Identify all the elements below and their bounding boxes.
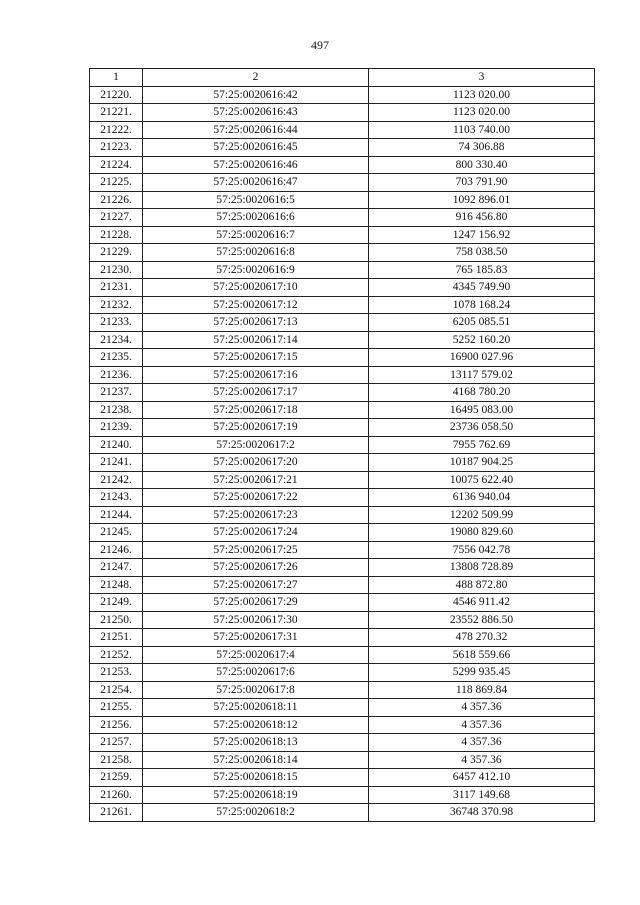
cadastral-number-cell: 57:25:0020617:31	[143, 629, 369, 647]
value-cell: 765 185.83	[369, 261, 595, 279]
row-number-cell: 21255.	[90, 699, 143, 717]
cadastral-number-cell: 57:25:0020618:13	[143, 734, 369, 752]
value-cell: 13117 579.02	[369, 366, 595, 384]
row-number-cell: 21225.	[90, 174, 143, 192]
row-number-cell: 21231.	[90, 279, 143, 297]
row-number-cell: 21250.	[90, 611, 143, 629]
table-row	[90, 384, 595, 402]
cadastral-number-cell: 57:25:0020617:27	[143, 576, 369, 594]
cadastral-number-cell: 57:25:0020616:6	[143, 209, 369, 227]
row-number-cell: 21247.	[90, 559, 143, 577]
cadastral-number-cell: 57:25:0020617:17	[143, 384, 369, 402]
row-number-cell: 21244.	[90, 506, 143, 524]
value-cell: 19080 829.60	[369, 524, 595, 542]
table-row	[90, 104, 595, 122]
row-number-cell: 21232.	[90, 296, 143, 314]
row-number-cell: 21256.	[90, 716, 143, 734]
value-cell: 1247 156.92	[369, 226, 595, 244]
table-row	[90, 489, 595, 507]
value-cell: 703 791.90	[369, 174, 595, 192]
row-number-cell: 21222.	[90, 121, 143, 139]
table-row	[90, 401, 595, 419]
row-number-cell: 21258.	[90, 751, 143, 769]
cadastral-number-cell: 57:25:0020617:25	[143, 541, 369, 559]
cadastral-number-cell: 57:25:0020616:8	[143, 244, 369, 262]
value-cell: 3117 149.68	[369, 786, 595, 804]
cadastral-number-cell: 57:25:0020617:24	[143, 524, 369, 542]
table-row	[90, 664, 595, 682]
value-cell: 800 330.40	[369, 156, 595, 174]
value-cell: 6136 940.04	[369, 489, 595, 507]
table-row	[90, 646, 595, 664]
table-row	[90, 296, 595, 314]
table-row	[90, 524, 595, 542]
value-cell: 4546 911.42	[369, 594, 595, 612]
value-cell: 23552 886.50	[369, 611, 595, 629]
table-row	[90, 244, 595, 262]
value-cell: 5252 160.20	[369, 331, 595, 349]
table-row	[90, 629, 595, 647]
table-row	[90, 751, 595, 769]
row-number-cell: 21229.	[90, 244, 143, 262]
row-number-cell: 21252.	[90, 646, 143, 664]
cadastral-number-cell: 57:25:0020618:19	[143, 786, 369, 804]
row-number-cell: 21220.	[90, 86, 143, 104]
cadastral-number-cell: 57:25:0020618:2	[143, 804, 369, 822]
header-row	[90, 69, 595, 87]
cadastral-number-cell: 57:25:0020616:43	[143, 104, 369, 122]
row-number-cell: 21245.	[90, 524, 143, 542]
cadastral-number-cell: 57:25:0020616:46	[143, 156, 369, 174]
row-number-cell: 21228.	[90, 226, 143, 244]
table-row	[90, 279, 595, 297]
row-number-cell: 21223.	[90, 139, 143, 157]
value-cell: 1103 740.00	[369, 121, 595, 139]
table-row	[90, 786, 595, 804]
table-row	[90, 174, 595, 192]
row-number-cell: 21237.	[90, 384, 143, 402]
table-header	[90, 69, 595, 87]
value-cell: 1123 020.00	[369, 104, 595, 122]
table-row	[90, 156, 595, 174]
cadastral-number-cell: 57:25:0020616:5	[143, 191, 369, 209]
value-cell: 6457 412.10	[369, 769, 595, 787]
row-number-cell: 21257.	[90, 734, 143, 752]
value-cell: 4345 749.90	[369, 279, 595, 297]
value-cell: 1092 896.01	[369, 191, 595, 209]
table-row	[90, 734, 595, 752]
table-row	[90, 209, 595, 227]
value-cell: 10187 904.25	[369, 454, 595, 472]
value-cell: 12202 509.99	[369, 506, 595, 524]
table-row	[90, 769, 595, 787]
row-number-cell: 21234.	[90, 331, 143, 349]
cadastral-number-cell: 57:25:0020617:4	[143, 646, 369, 664]
cadastral-number-cell: 57:25:0020616:7	[143, 226, 369, 244]
cadastral-number-cell: 57:25:0020617:30	[143, 611, 369, 629]
value-cell: 118 869.84	[369, 681, 595, 699]
value-cell: 16495 083.00	[369, 401, 595, 419]
cadastral-number-cell: 57:25:0020617:10	[143, 279, 369, 297]
row-number-cell: 21236.	[90, 366, 143, 384]
table-row	[90, 191, 595, 209]
value-cell: 36748 370.98	[369, 804, 595, 822]
cadastral-number-cell: 57:25:0020617:13	[143, 314, 369, 332]
table-row	[90, 804, 595, 822]
row-number-cell: 21240.	[90, 436, 143, 454]
row-number-cell: 21254.	[90, 681, 143, 699]
row-number-cell: 21243.	[90, 489, 143, 507]
row-number-cell: 21260.	[90, 786, 143, 804]
table-body	[90, 86, 595, 821]
row-number-cell: 21261.	[90, 804, 143, 822]
column-header: 2	[143, 69, 369, 87]
row-number-cell: 21224.	[90, 156, 143, 174]
cadastral-number-cell: 57:25:0020616:9	[143, 261, 369, 279]
value-cell: 4168 780.20	[369, 384, 595, 402]
value-cell: 478 270.32	[369, 629, 595, 647]
row-number-cell: 21221.	[90, 104, 143, 122]
row-number-cell: 21249.	[90, 594, 143, 612]
row-number-cell: 21239.	[90, 419, 143, 437]
row-number-cell: 21241.	[90, 454, 143, 472]
value-cell: 758 038.50	[369, 244, 595, 262]
value-cell: 5618 559.66	[369, 646, 595, 664]
table-row	[90, 314, 595, 332]
table-row	[90, 121, 595, 139]
table-row	[90, 366, 595, 384]
cadastral-number-cell: 57:25:0020618:11	[143, 699, 369, 717]
table-row	[90, 576, 595, 594]
cadastral-number-cell: 57:25:0020617:19	[143, 419, 369, 437]
value-cell: 16900 027.96	[369, 349, 595, 367]
cadastral-number-cell: 57:25:0020616:45	[143, 139, 369, 157]
table-row	[90, 139, 595, 157]
cadastral-number-cell: 57:25:0020617:12	[143, 296, 369, 314]
row-number-cell: 21230.	[90, 261, 143, 279]
row-number-cell: 21235.	[90, 349, 143, 367]
table-row	[90, 471, 595, 489]
cadastral-number-cell: 57:25:0020618:15	[143, 769, 369, 787]
value-cell: 4 357.36	[369, 716, 595, 734]
data-table	[89, 68, 595, 822]
cadastral-number-cell: 57:25:0020617:22	[143, 489, 369, 507]
table-row	[90, 716, 595, 734]
table-row	[90, 436, 595, 454]
table-row	[90, 261, 595, 279]
cadastral-number-cell: 57:25:0020618:12	[143, 716, 369, 734]
value-cell: 7556 042.78	[369, 541, 595, 559]
value-cell: 74 306.88	[369, 139, 595, 157]
value-cell: 23736 058.50	[369, 419, 595, 437]
table-row	[90, 594, 595, 612]
table-row	[90, 419, 595, 437]
row-number-cell: 21246.	[90, 541, 143, 559]
row-number-cell: 21233.	[90, 314, 143, 332]
cadastral-number-cell: 57:25:0020617:18	[143, 401, 369, 419]
cadastral-number-cell: 57:25:0020617:23	[143, 506, 369, 524]
table-row	[90, 506, 595, 524]
cadastral-number-cell: 57:25:0020616:44	[143, 121, 369, 139]
row-number-cell: 21248.	[90, 576, 143, 594]
row-number-cell: 21238.	[90, 401, 143, 419]
value-cell: 13808 728.89	[369, 559, 595, 577]
row-number-cell: 21251.	[90, 629, 143, 647]
cadastral-number-cell: 57:25:0020617:15	[143, 349, 369, 367]
table-row	[90, 349, 595, 367]
cadastral-number-cell: 57:25:0020617:16	[143, 366, 369, 384]
cadastral-number-cell: 57:25:0020616:47	[143, 174, 369, 192]
value-cell: 10075 622.40	[369, 471, 595, 489]
table-row	[90, 681, 595, 699]
table-row	[90, 331, 595, 349]
cadastral-number-cell: 57:25:0020617:21	[143, 471, 369, 489]
cadastral-number-cell: 57:25:0020616:42	[143, 86, 369, 104]
value-cell: 7955 762.69	[369, 436, 595, 454]
cadastral-number-cell: 57:25:0020617:14	[143, 331, 369, 349]
value-cell: 5299 935.45	[369, 664, 595, 682]
column-header: 1	[90, 69, 143, 87]
cadastral-number-cell: 57:25:0020617:20	[143, 454, 369, 472]
page-number: 497	[311, 38, 329, 52]
row-number-cell: 21253.	[90, 664, 143, 682]
value-cell: 4 357.36	[369, 751, 595, 769]
row-number-cell: 21227.	[90, 209, 143, 227]
value-cell: 916 456.80	[369, 209, 595, 227]
value-cell: 488 872.80	[369, 576, 595, 594]
column-header: 3	[369, 69, 595, 87]
cadastral-number-cell: 57:25:0020617:29	[143, 594, 369, 612]
cadastral-number-cell: 57:25:0020617:6	[143, 664, 369, 682]
row-number-cell: 21242.	[90, 471, 143, 489]
value-cell: 1078 168.24	[369, 296, 595, 314]
table-row	[90, 454, 595, 472]
table-row	[90, 226, 595, 244]
value-cell: 6205 085.51	[369, 314, 595, 332]
cadastral-number-cell: 57:25:0020618:14	[143, 751, 369, 769]
table-row	[90, 559, 595, 577]
table-row	[90, 611, 595, 629]
table-row	[90, 86, 595, 104]
cadastral-number-cell: 57:25:0020617:2	[143, 436, 369, 454]
cadastral-number-cell: 57:25:0020617:8	[143, 681, 369, 699]
cadastral-number-cell: 57:25:0020617:26	[143, 559, 369, 577]
row-number-cell: 21259.	[90, 769, 143, 787]
table-row	[90, 699, 595, 717]
value-cell: 4 357.36	[369, 734, 595, 752]
value-cell: 1123 020.00	[369, 86, 595, 104]
value-cell: 4 357.36	[369, 699, 595, 717]
table-row	[90, 541, 595, 559]
row-number-cell: 21226.	[90, 191, 143, 209]
